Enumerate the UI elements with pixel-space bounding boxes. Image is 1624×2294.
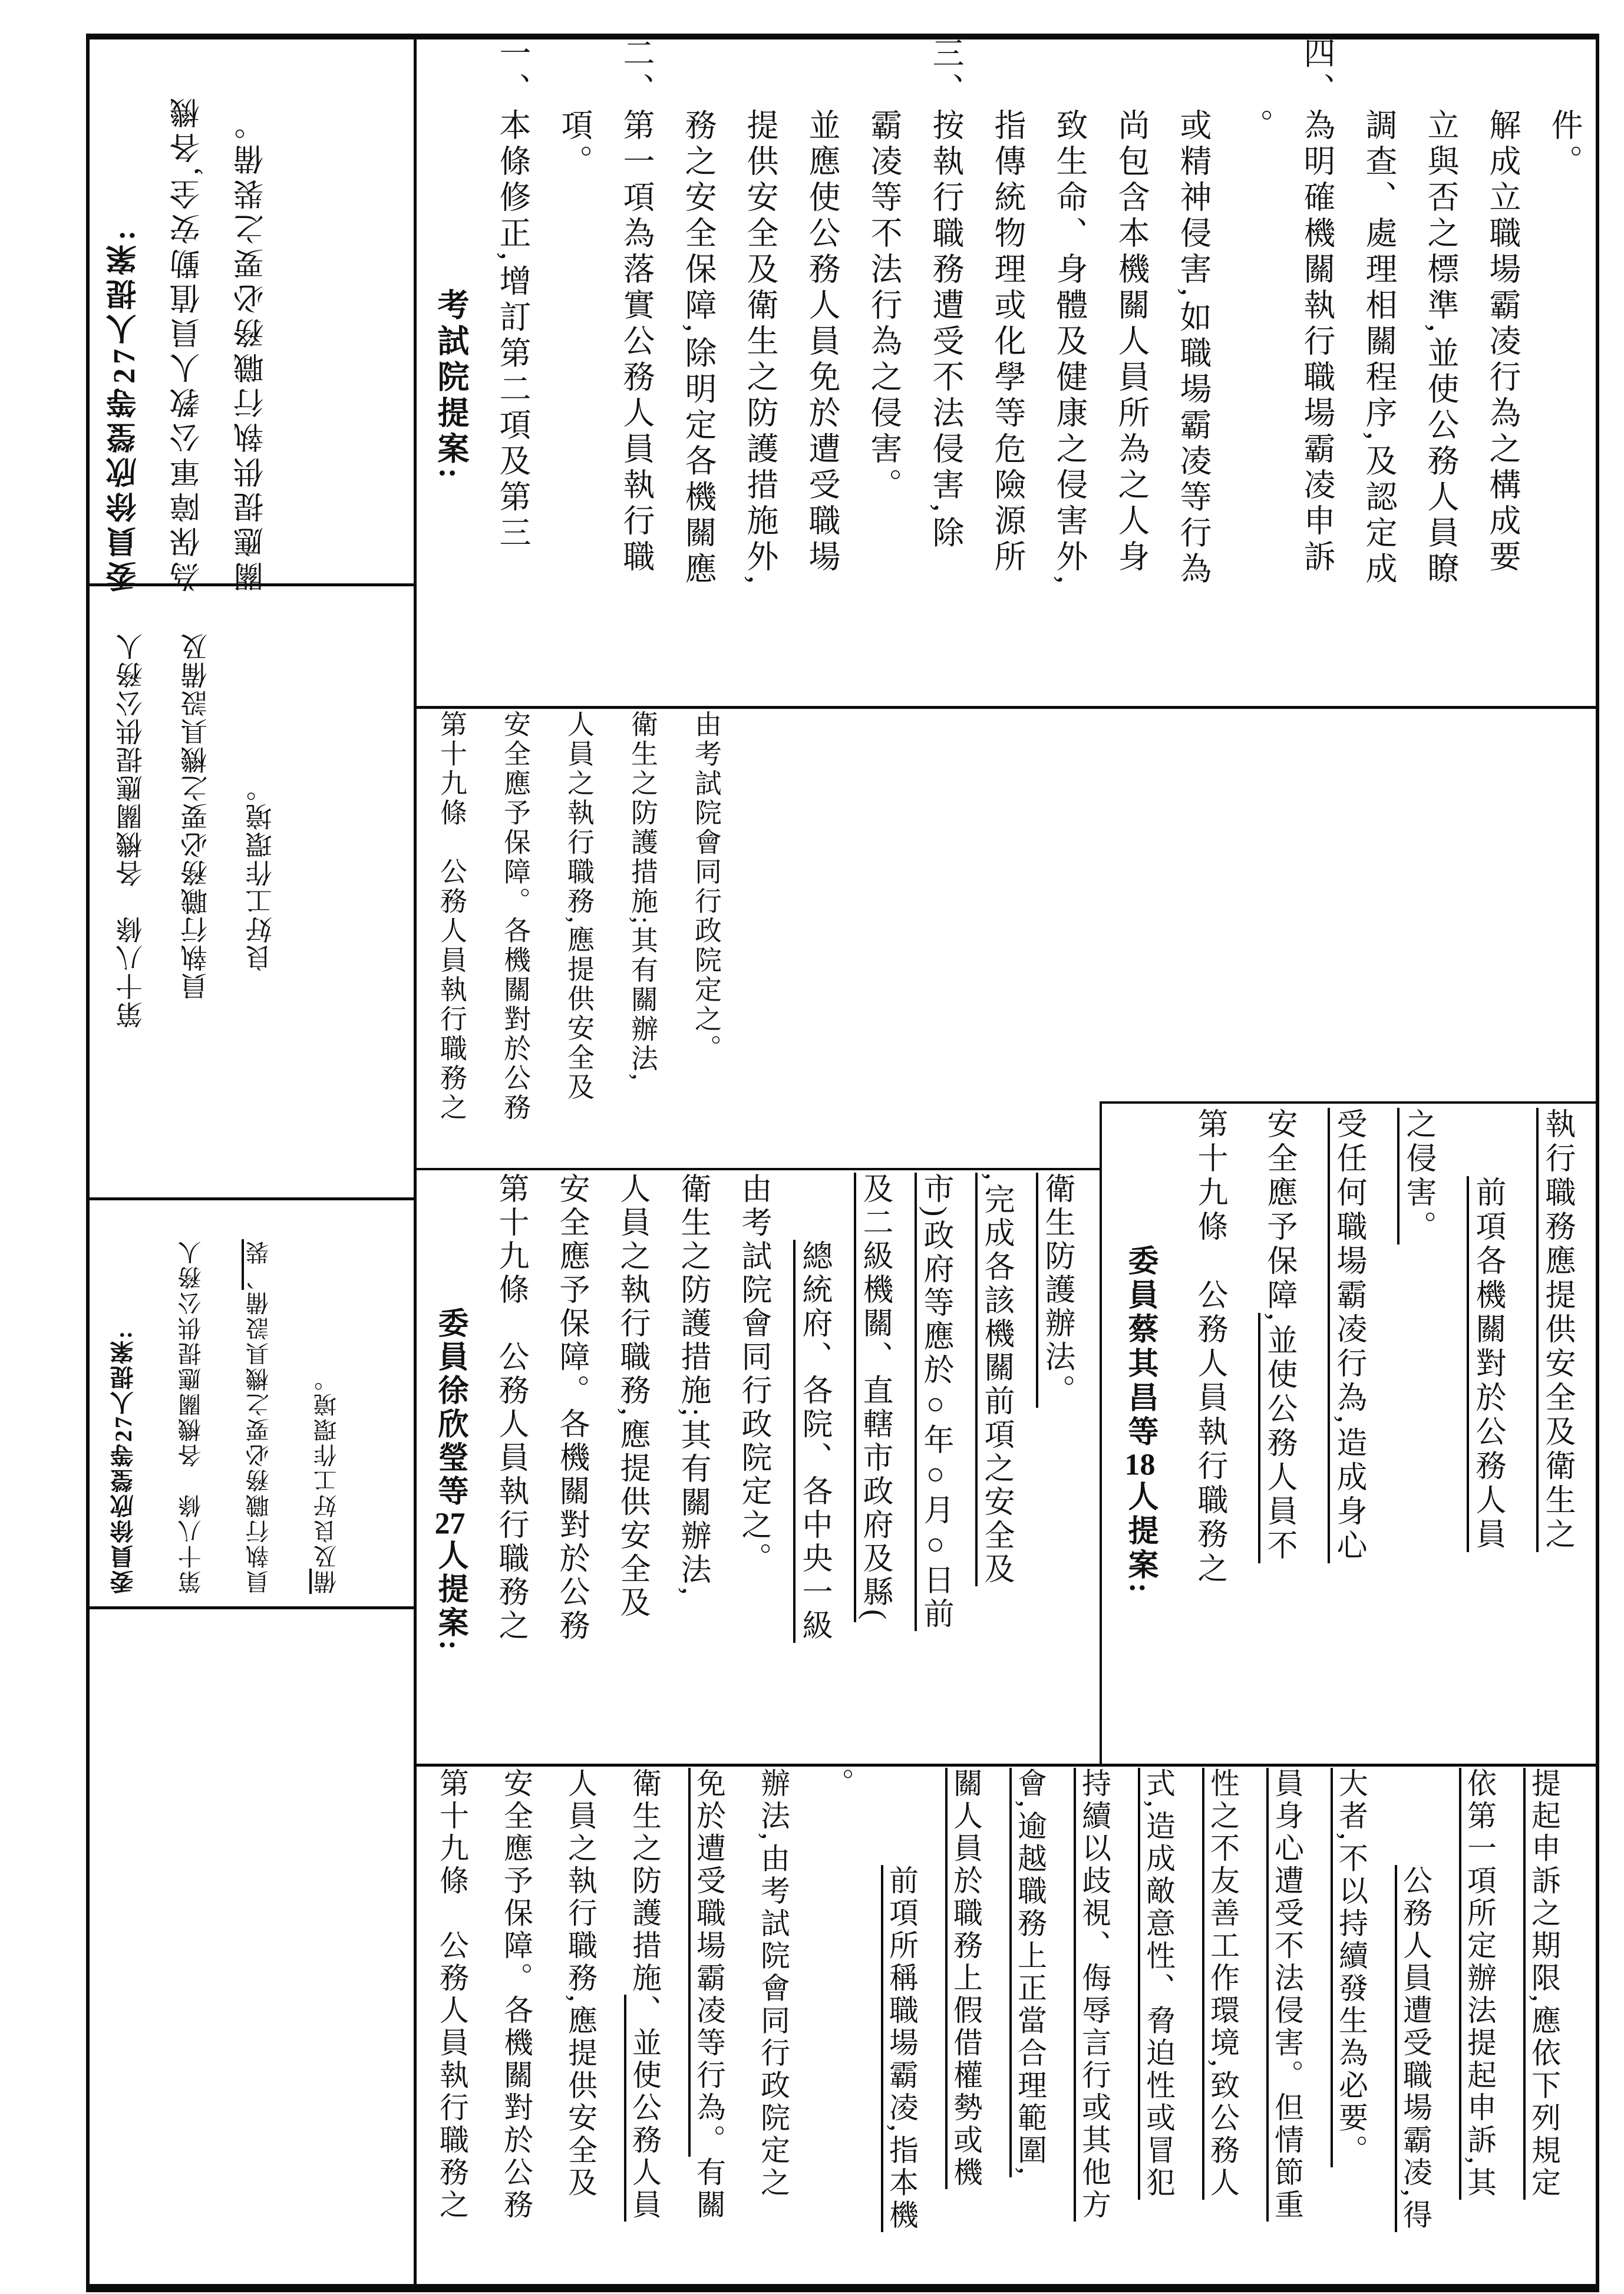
table-left-border <box>86 34 90 2292</box>
text-run: 27 <box>108 345 141 384</box>
text-run: 委員徐欣瑩等 <box>433 1307 467 1509</box>
cell-hsu-article18-explanation <box>93 38 288 592</box>
text-run <box>1471 1108 1504 1176</box>
text-run: ,並使公務人員不 <box>1258 1313 1296 1563</box>
text-run <box>1123 1108 1157 1245</box>
text-run: 由考試院會同行政院定之。 <box>737 1173 770 1576</box>
text-run: 人提案: <box>110 1329 137 1415</box>
text-run: 市)政府等應於○年○月○日前 <box>915 1173 952 1631</box>
text-run: 霸凌等不法行為之侵害。 <box>866 37 902 504</box>
text-run: 或精神侵害,如職場霸凌等行為 <box>1176 37 1211 588</box>
text-run: 人員之執行職務,應提供安全及 <box>564 710 594 1103</box>
text-run: 提起申訴之期限,應依下列規定 <box>1523 1768 1560 2200</box>
text-run: 人員之執行職務,應提供安全及 <box>615 1173 649 1620</box>
column-divider-2 <box>1100 1101 1102 1765</box>
text-run: 衛生之防護措施 <box>628 1768 661 1995</box>
strip2-cell-divider-a <box>415 706 1597 709</box>
text-run <box>433 1173 467 1307</box>
text-run: 指傳統物理或化學等危險源所 <box>990 37 1025 576</box>
text-run: 安全應予保障 <box>1262 1108 1296 1313</box>
text-run: 並應使公務人員免於遭受職場 <box>804 37 840 576</box>
cell-hsu-article19-proposal <box>420 1173 1088 1762</box>
text-run: 為保障軍公教人員值勤安全,各機 <box>171 94 205 592</box>
text-run: 委員徐欣瑩等 <box>108 384 141 592</box>
cell-current-law-article19 <box>420 710 744 1164</box>
text-run: 項。 <box>557 37 592 180</box>
strip1-cell-divider-b <box>86 1197 417 1200</box>
text-run: 四、為明確機關執行職場霸凌申訴 <box>1299 37 1335 576</box>
text-run: 免於遭受職場霸凌等行為。 <box>688 1768 725 2157</box>
text-run <box>797 1173 831 1240</box>
cell-current-law-article18 <box>99 592 293 1028</box>
text-run: 總統府、各院、各中央一級 <box>793 1240 831 1643</box>
full-width-divider <box>415 1764 1597 1767</box>
text-run: 性之不友善工作環境,致公務人 <box>1202 1768 1239 2200</box>
text-run: 委員蔡其昌等 <box>1123 1245 1157 1450</box>
table-bottom-border <box>86 2284 1598 2292</box>
text-run: 安全應予保障。各機關對於公務 <box>500 710 530 1123</box>
text-run: 第十九條 公務人員執行職務之 <box>1193 1108 1226 1586</box>
text-run: 一、本條修正,增訂第二項及第三 <box>495 37 530 552</box>
text-run: 第十八條 各機關應提供公務人 <box>116 632 146 1028</box>
text-run: 、裝 <box>242 1239 272 1290</box>
text-run: 人員之執行職務,應提供安全及 <box>564 1768 597 2200</box>
text-run <box>885 1768 918 1865</box>
text-run: 尚包含本機關人員所為之人身 <box>1114 37 1149 576</box>
text-run: 衛生之防護措施;其有關辦法, <box>676 1173 709 1598</box>
text-run: 執行職務應提供安全及衛生之 <box>1536 1108 1574 1552</box>
text-run: ,完成各該機關前項之安全及 <box>975 1173 1013 1586</box>
text-run: 第十九條 公務人員執行職務之 <box>435 1768 468 2222</box>
text-run: 二、第一項為落實公務人員執行職 <box>619 37 654 576</box>
text-run: 安全應予保障。各機關對於公務 <box>500 1768 533 2222</box>
cell-hsu-article18-proposal <box>90 1229 361 1594</box>
text-run: 人提案: <box>108 226 141 345</box>
text-run: 、並使公務人員 <box>624 1995 661 2222</box>
cell-committee-article19 <box>420 1768 1583 2283</box>
text-run: 務之安全保障,除明定各機關應 <box>681 37 716 588</box>
text-run: 27 <box>434 1509 466 1539</box>
text-run: 調查、處理相關程序,及認定成 <box>1361 37 1397 588</box>
strip2-cell-divider-b <box>415 1168 1101 1170</box>
text-run: 委員徐欣瑩等 <box>110 1442 137 1594</box>
text-run: 備 <box>309 1569 340 1594</box>
text-run: 良好工作環境。 <box>246 774 276 1028</box>
text-run: 考試院提案: <box>433 288 468 483</box>
text-run: 關應提供執行職務必要之裝備。 <box>235 105 269 592</box>
cell-tsai-article19-proposal <box>1105 1108 1594 1759</box>
text-run: 解成立職場霸凌行為之構成要 <box>1485 37 1520 576</box>
text-run: 提供安全及衛生之防護措施外, <box>742 37 778 588</box>
text-run: 衛生防護辦法。 <box>1036 1173 1074 1408</box>
text-run: 及良好工作環境。 <box>313 1366 340 1569</box>
strip3-cell-divider-a <box>1101 1101 1597 1104</box>
text-run: 件。 <box>1547 37 1582 180</box>
text-run: 前項各機關對於公務人員 <box>1467 1176 1504 1552</box>
text-run: 會,逾越職務上正當合理範圍, <box>1009 1768 1047 2177</box>
text-run: 第十九條 公務人員執行職務之 <box>494 1173 527 1643</box>
text-run: 關人員於職務上假借權勢或機 <box>945 1768 982 2189</box>
text-run: 公務人員遭受職場霸凌,得 <box>1395 1865 1432 2232</box>
text-run: 持續以歧視、侮辱言行或其他方 <box>1074 1768 1111 2222</box>
text-run: 。 <box>821 1768 854 1800</box>
text-run: 前項所稱職場霸凌,指本機 <box>881 1865 918 2232</box>
text-run: 有關 <box>692 2157 725 2222</box>
text-run: 第十九條 公務人員執行職務之 <box>437 710 467 1123</box>
text-run: 式,造成敵意性、脅迫性或冒犯 <box>1138 1768 1175 2200</box>
text-run: 員身心遭受不法侵害。但情節重 <box>1266 1768 1303 2222</box>
text-run <box>1399 1768 1432 1865</box>
text-run: 人提案: <box>433 1539 467 1653</box>
text-run: 之侵害。 <box>1397 1108 1435 1245</box>
text-run <box>433 37 468 288</box>
text-run: 依第一項所定辦法提起申訴,其 <box>1459 1768 1496 2200</box>
text-run: 27 <box>110 1415 137 1442</box>
text-run: 衛生之防護措施;其有關辦法, <box>628 710 658 1083</box>
text-run: 立與否之標準,並使公務人員瞭 <box>1423 37 1458 588</box>
text-run: 及二級機關、直轄市政府及縣( <box>854 1173 892 1622</box>
text-run: 18 <box>1124 1450 1156 1480</box>
strip1-cell-divider-c <box>86 1606 417 1609</box>
text-run: 員執行職務必要之機具設備及 <box>181 632 211 1028</box>
text-run: 第十八條 各機關應提供公務人 <box>178 1239 204 1594</box>
text-run: 三、按執行職務遭受不法侵害,除 <box>928 37 963 552</box>
text-run: 大者,不以持續發生為必要。 <box>1331 1768 1368 2167</box>
text-run: 。 <box>1237 37 1273 144</box>
text-run: 受任何職場霸凌行為,造成身心 <box>1328 1108 1365 1563</box>
text-run: 員執行職務必要之機具設備 <box>246 1290 272 1594</box>
column-divider-1 <box>414 34 417 2292</box>
cell-examination-yuan-explanation <box>420 37 1598 705</box>
text-run: 由考試院會同行政院定之。 <box>691 710 721 1064</box>
text-run: 致生命、身體及健康之侵害外, <box>1052 37 1087 588</box>
text-run: 人提案: <box>1123 1480 1157 1597</box>
text-run: 安全應予保障。各機關對於公務 <box>554 1173 588 1643</box>
text-run: 辦法,由考試院會同行政院定之 <box>757 1768 790 2200</box>
